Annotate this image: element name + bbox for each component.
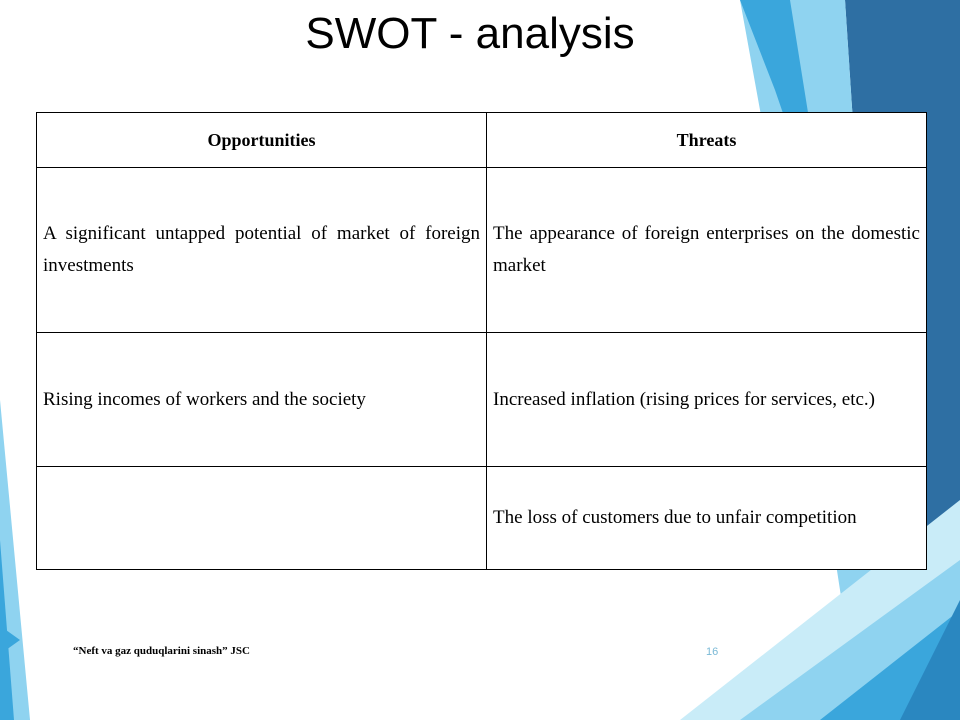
header-opportunities: Opportunities — [37, 113, 487, 168]
threat-cell: Increased inflation (rising prices for services, etc.) — [487, 333, 927, 467]
threat-cell: The loss of customers due to unfair competition — [487, 467, 927, 570]
swot-table — [36, 112, 927, 570]
table-row — [37, 168, 927, 333]
opportunity-cell — [37, 467, 487, 570]
opportunity-cell: A significant untapped potential of market of foreign investments — [37, 168, 487, 333]
table-row — [37, 467, 927, 570]
header-threats: Threats — [487, 113, 927, 168]
threat-cell: The appearance of foreign enterprises on the domestic market — [487, 168, 927, 333]
table-row — [37, 333, 927, 467]
table-header-row — [37, 113, 927, 168]
opportunity-cell: Rising incomes of workers and the society — [37, 333, 487, 467]
footer-company: “Neft va gaz quduqlarini sinash” JSC — [73, 645, 250, 657]
slide-title: SWOT - analysis — [305, 9, 635, 58]
page-number: 16 — [706, 646, 719, 658]
